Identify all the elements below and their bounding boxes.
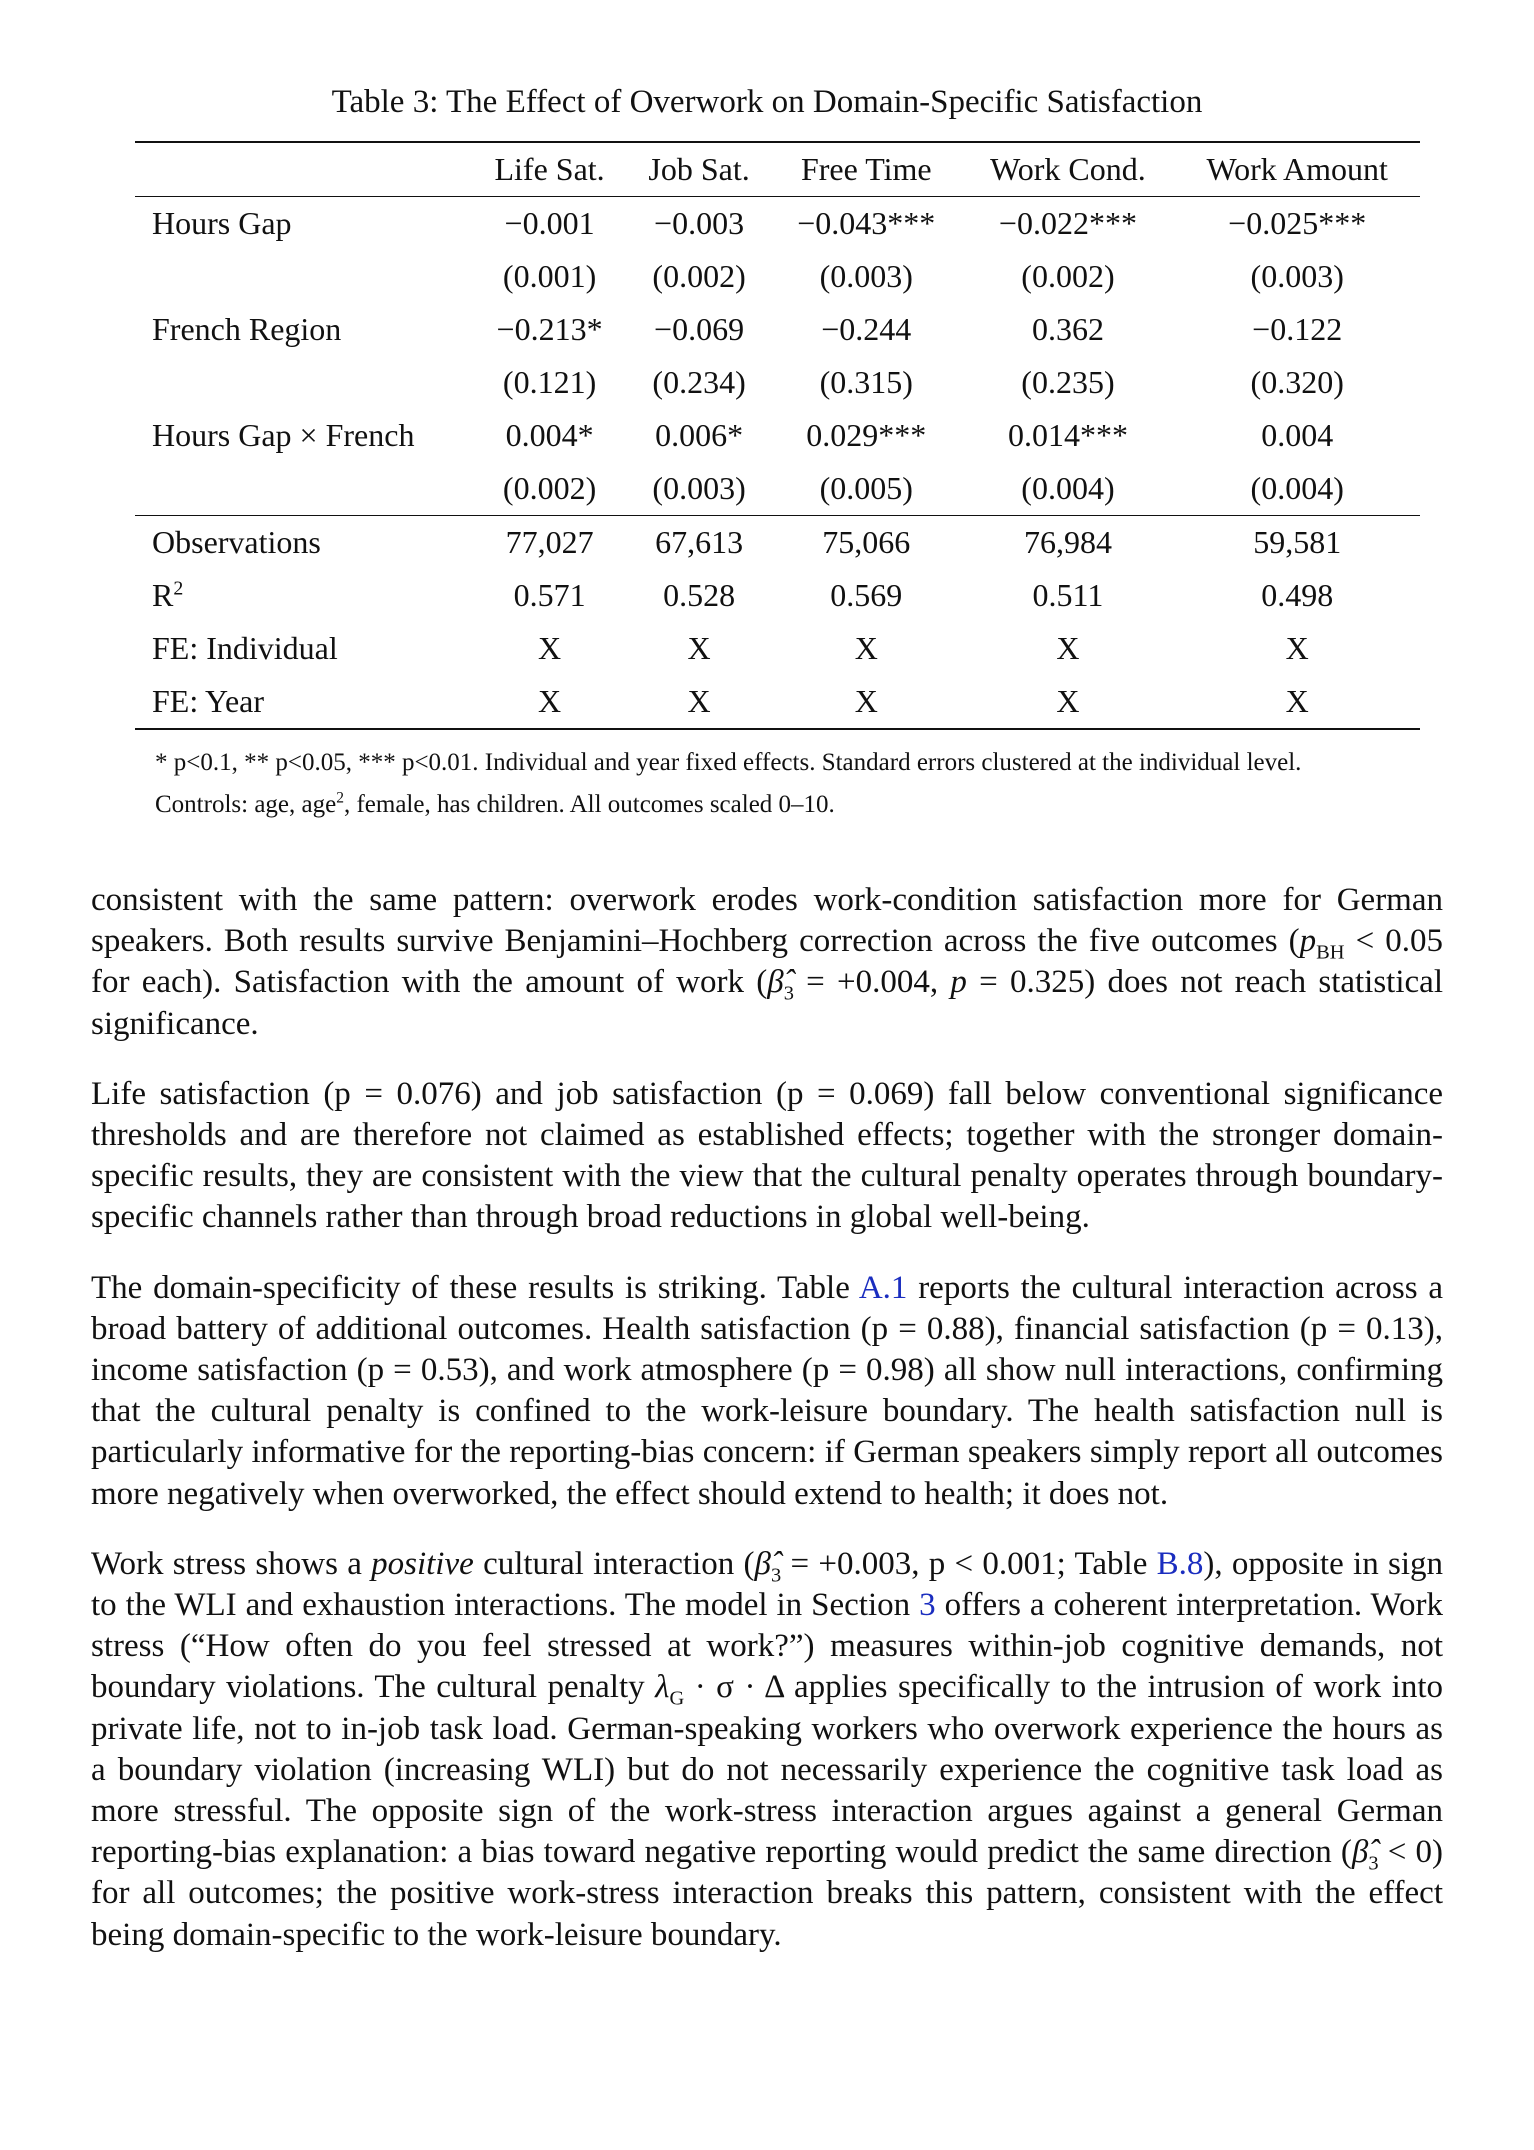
cell: −0.043*** [797, 205, 936, 241]
table-row [135, 675, 1420, 729]
cell: 0.569 [830, 577, 903, 613]
row-label: Hours Gap × French [152, 417, 415, 453]
cell: (0.003) [652, 470, 746, 506]
body-text [91, 880, 1443, 1985]
table-reference-link[interactable]: A.1 [858, 1269, 908, 1306]
table-row [135, 516, 1420, 570]
column-header: Free Time [771, 142, 962, 197]
cell: −0.122 [1252, 311, 1343, 347]
column-header: Work Cond. [962, 142, 1175, 197]
cell: (0.003) [819, 258, 913, 294]
table-row [135, 409, 1420, 462]
cell: 0.006* [655, 417, 744, 453]
cell: −0.213* [496, 311, 603, 347]
cell: 76,984 [962, 516, 1175, 570]
cell: (0.004) [1021, 470, 1115, 506]
row-label [135, 462, 472, 516]
row-label: Observations [135, 516, 472, 570]
cell: (0.002) [502, 470, 597, 506]
paragraph: consistent with the same pattern: overwork erodes work-condition satisfaction more for German speakers. Both results survive Benjamini–Hochberg correction across the five outcomes ($p_{BH} < 0.05$ for each). Satisfaction with the amount of work ($\betâ_3 = +0.004$, p = 0.325) does not reach statistical significance. [91, 882, 1443, 1042]
cell: (0.002) [652, 258, 746, 294]
table-row [135, 622, 1420, 675]
cell: 0.029*** [806, 417, 927, 453]
table-row [135, 303, 1420, 356]
cell: X [1285, 630, 1309, 666]
cell: 0.014*** [1007, 417, 1128, 453]
regression-table [135, 141, 1420, 730]
cell: −0.022*** [998, 205, 1137, 241]
table-row [135, 356, 1420, 409]
section-reference-link[interactable]: 3 [919, 1587, 936, 1624]
cell: X [627, 675, 771, 729]
column-header: Job Sat. [627, 142, 771, 197]
cell: 67,613 [627, 516, 771, 570]
row-label: FE: Year [135, 675, 472, 729]
cell: X [687, 630, 711, 666]
cell: −0.003 [654, 205, 745, 241]
cell: (0.315) [819, 364, 913, 400]
table-caption: Table 3: The Effect of Overwork on Domain-Specific Satisfaction [331, 84, 1203, 120]
cell: X [962, 675, 1175, 729]
cell: (0.234) [652, 364, 746, 400]
row-label: French Region [152, 311, 342, 347]
table-row [135, 462, 1420, 516]
column-header: Life Sat. [472, 142, 627, 197]
cell: 0.362 [1031, 311, 1104, 347]
row-label [135, 356, 472, 409]
row-label-r-squared: $R^2$ [152, 577, 184, 613]
notes-line-2: Controls: age, age$^2$, female, has children. All outcomes scaled 0–10. [155, 789, 835, 818]
cell: 0.528 [663, 577, 736, 613]
cell: (0.004) [1250, 470, 1344, 506]
table-row [135, 197, 1420, 251]
cell: X [1174, 675, 1420, 729]
paragraph: The domain-specificity of these results is striking. Table A.1 reports the cultural interaction across a broad battery of additional outcomes. Health satisfaction (p = 0.88), financial satisfaction (p = 0.13), income satisfaction (p = 0.53), and work atmosphere (p = 0.98) all show null interactions, confirming that the cultural penalty is confined to the work-leisure boundary. The health satisfaction null is particularly informative for the reporting-bias concern: if German speakers simply report all outcomes more negatively when overworked, the effect should extend to health; it does not. [91, 1269, 1443, 1512]
row-label [135, 250, 472, 303]
table-header-row [135, 142, 1420, 197]
column-header [135, 142, 472, 197]
cell: 0.571 [513, 577, 586, 613]
cell: 59,581 [1174, 516, 1420, 570]
cell: X [771, 675, 962, 729]
cell: X [538, 630, 562, 666]
paragraph: Work stress shows a positive cultural interaction ($\betâ_3 = +0.003$, p < 0.001; Table B.8), opposite in sign to the WLI and exhaustion interactions. The model in Section 3 offers a coherent interpretation. Work stress (“How often do you feel stressed at work?”) measures within-job cognitive demands, not boundary violations. The cultural penalty $\lambda_G \cdot \sigma \cdot \Delta$ applies specifically to the intrusion of work into private life, not to in-job task load. German-speaking workers who overwork experience the hours as a boundary violation (increasing WLI) but do not necessarily experience the cognitive task load as more stressful. The opposite sign of the work-stress interaction argues against a general German reporting-bias explanation: a bias toward negative reporting would predict the same direction $(\betâ_3 < 0)$ for all outcomes; the positive work-stress interaction breaks this pattern, consistent with the effect being domain-specific to the work-leisure boundary. [91, 1545, 1444, 1953]
cell: 0.004 [1261, 417, 1334, 453]
paragraph: Life satisfaction (p = 0.076) and job satisfaction (p = 0.069) fall below conventional significance thresholds and are therefore not claimed as established effects; together with the stronger domain-specific results, they are consistent with the view that the cultural penalty operates through boundary-specific channels rather than through broad reductions in global well-being. [91, 1075, 1443, 1236]
row-label: FE: Individual [152, 630, 338, 666]
cell: (0.005) [819, 470, 913, 506]
cell: (0.235) [1021, 364, 1115, 400]
cell: −0.069 [654, 311, 745, 347]
cell: −0.025*** [1228, 205, 1367, 241]
cell: (0.001) [502, 258, 597, 294]
cell: 0.004* [505, 417, 594, 453]
table-reference-link[interactable]: B.8 [1156, 1545, 1204, 1582]
cell: X [472, 675, 627, 729]
cell: (0.121) [502, 364, 597, 400]
row-label: Hours Gap [152, 205, 292, 241]
cell: (0.320) [1250, 364, 1344, 400]
table-row [135, 569, 1420, 622]
cell: 75,066 [771, 516, 962, 570]
cell: (0.003) [1250, 258, 1344, 294]
cell: 0.498 [1261, 577, 1334, 613]
table-notes [155, 742, 1420, 826]
cell: −0.244 [821, 311, 912, 347]
cell: 0.511 [1032, 577, 1104, 613]
cell: X [854, 630, 878, 666]
notes-line-1: * p<0.1, ** p<0.05, *** p<0.01. Individual and year fixed effects. Standard errors clustered at the individual level. [155, 749, 1302, 776]
cell: −0.001 [504, 205, 595, 241]
cell: (0.002) [1021, 258, 1115, 294]
cell: 77,027 [472, 516, 627, 570]
table-row [135, 250, 1420, 303]
cell: X [1056, 630, 1080, 666]
column-header: Work Amount [1174, 142, 1420, 197]
